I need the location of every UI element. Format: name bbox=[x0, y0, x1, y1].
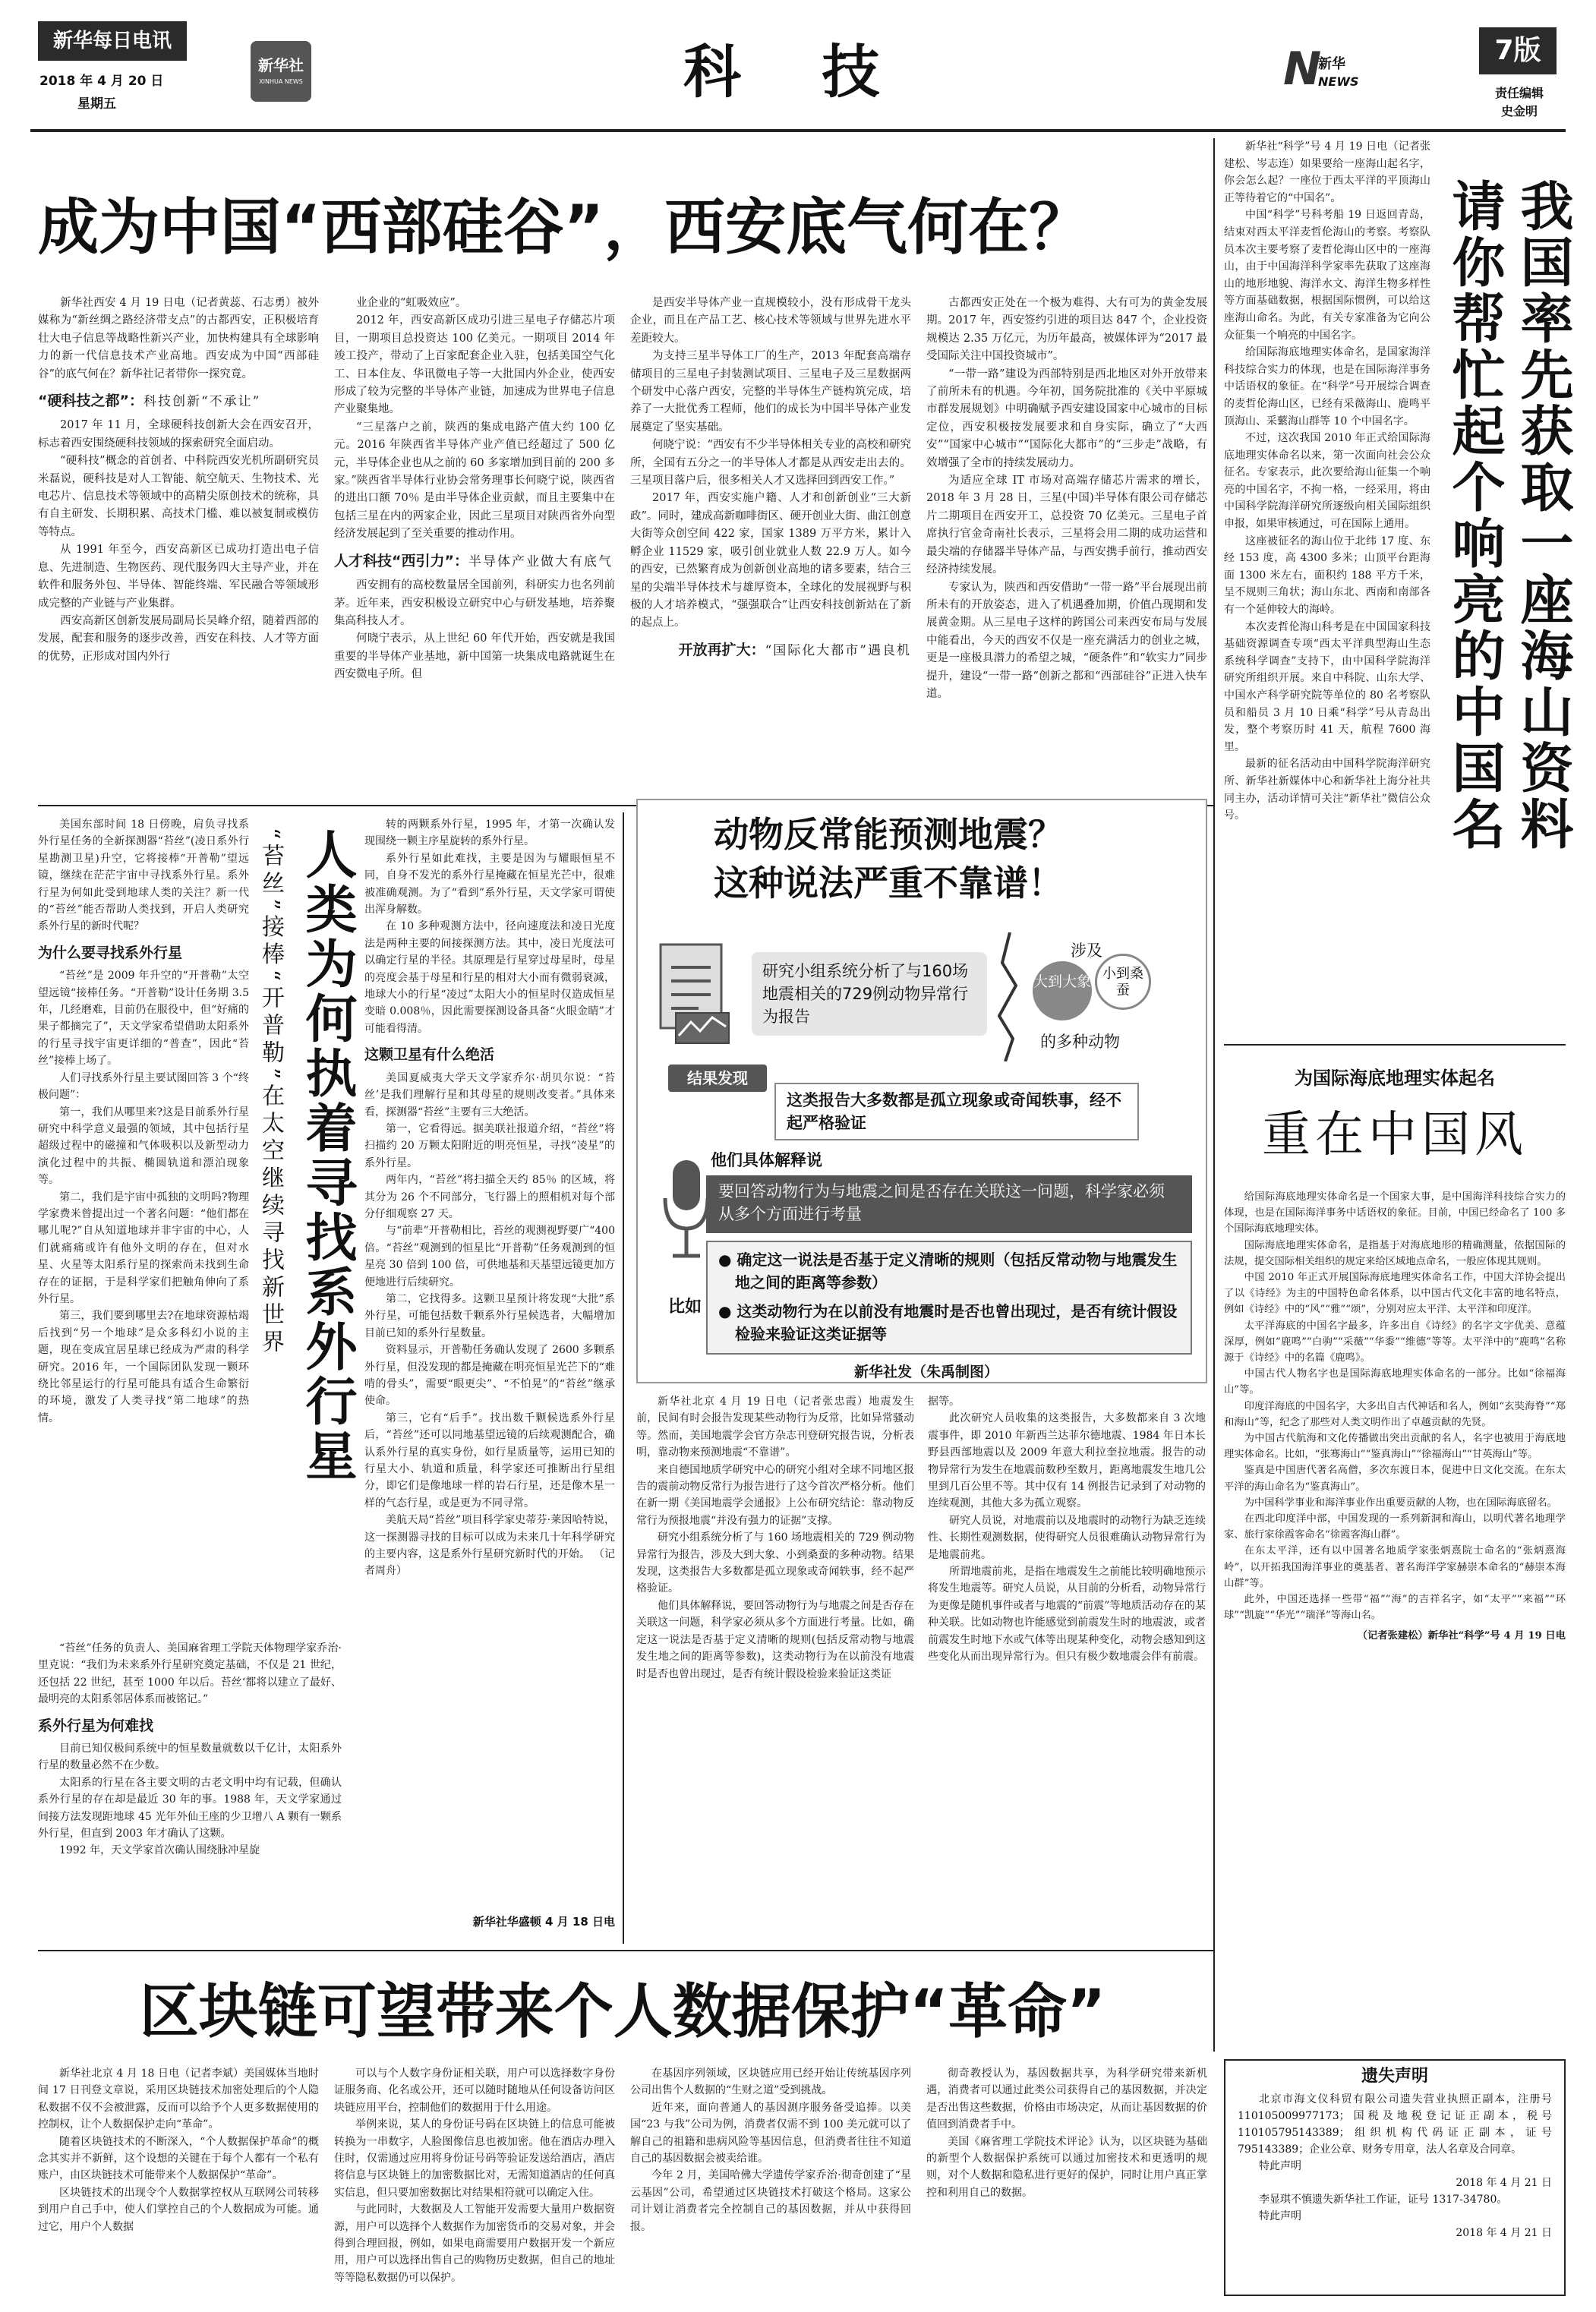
article-paragraph: 鉴真是中国唐代著名高僧，多次东渡日本，促进中日文化交流。在东太平洋的海山命名为“鉴真海山”。 bbox=[1224, 1465, 1566, 1493]
news-logo-mark: N bbox=[1283, 43, 1322, 96]
article-paragraph: 太平洋海底的中国名字最多，许多出自《诗经》的名字文字优美、意蕴深厚，例如“鹿鸣”“白驹”“采薇”“华黍”“维德”等等。太平洋中的“鹿鸣”名称源于《诗经》中的名篇《鹿鸣》。 bbox=[1224, 1320, 1566, 1364]
news-logo bbox=[1283, 43, 1382, 106]
bullet-dot-icon: ● bbox=[718, 1302, 737, 1320]
article-headline: 重在中国风 bbox=[1262, 1107, 1528, 1163]
vertical-headline: 我国率先获取一座海山资料 bbox=[1512, 178, 1574, 853]
article-paragraph: 第一，我们从哪里来?这是目前系外行星研究中科学意义最强的领域，其中包括行星超级过程中的磁撞和气体吸积以及新型动力演化过程中的共振、椭圆轨道和漂泊现象等。 bbox=[38, 1106, 249, 1187]
bullet-dot-icon: ● bbox=[718, 1251, 737, 1269]
article-column bbox=[928, 1393, 1206, 1929]
article-paragraph: 资料显示，开普勒任务确认发现了 2600 多颗系外行星，但没发现的都是掩藏在明亮恒星光芒下的“难啃的骨头”，需要“眼更尖”、“不怕晃”的“苔丝”继承使命。 bbox=[364, 1344, 615, 1408]
article-paragraph: 中国“科学”号科考船 19 日返回青岛，结束对西太平洋麦哲伦海山的考察。考察队员本次主要考察了麦哲伦海山区中的一座海山，由于中国海洋科学家率先获取了这座海山的地形地貌、海洋水文、海洋生物多样性等方面基础数据，根据国际惯例，可以给这座海山命名。为此，有关专家准备为它向公众征集一个响亮的中国名字。 bbox=[1224, 209, 1430, 342]
article-paragraph: 第一，它看得远。据美联社报道介绍，“苔丝”将扫描约 20 万颗太阳附近的明亮恒星，寻找“凌星”的系外行星。 bbox=[364, 1122, 615, 1169]
article-paragraph: 2012 年，西安高新区成功引进三星电子存储芯片项目，一期项目总投资达 100 亿美元。一期项目 2014 年竣工投产，带动了上百家配套企业入驻，包括美国空气化工、日本住友、华讯微电子等一大批国内外企业，使西安形成了较为完整的半导体产业链，加速成为世界电子信息产业聚集地。 bbox=[334, 314, 615, 416]
vertical-headline: 人类为何执着寻找系外行星 bbox=[297, 828, 357, 1484]
article-subhead bbox=[334, 553, 615, 571]
paper-name-box: 新华每日电讯 bbox=[38, 21, 187, 61]
article-paragraph: 1992 年，天文学家首次确认围绕脉冲星旋 bbox=[59, 1844, 260, 1857]
vertical-kicker: “苔丝”接棒“开普勒”在太空继续寻找新世界 bbox=[257, 828, 284, 1358]
article-paragraph: 可以与个人数字身份证相关联，用户可以选择数字身份证服务商、化名或公开，还可以随时随地从任何设备访问区块链应用平台，控制他们的数据用于什么用途。 bbox=[334, 2068, 615, 2114]
article-column bbox=[364, 816, 615, 1910]
article-paragraph: 为适应全球 IT 市场对高端存储芯片需求的增长，2018 年 3 月 28 日，三星(中国)半导体有限公司存储芯片二期项目在西安开工，总投资 70 亿美元。三星电子首席执行官金奇南社长表示，三星将会用二期的成功运营和最尖端的存储器半导体产品，与西安携手前行，推动西安经济持续发展。 bbox=[926, 475, 1207, 576]
article-paragraph: 人们寻找系外行星主要试图回答 3 个“终极问题”： bbox=[38, 1071, 249, 1102]
subhead-rest: 科技创新“不承让” bbox=[143, 394, 261, 410]
article-column bbox=[630, 2065, 911, 2297]
article-column bbox=[38, 1640, 342, 1936]
article-column bbox=[38, 816, 249, 1636]
subhead-main: 人才科技“西引力”： bbox=[334, 552, 468, 569]
article-column bbox=[38, 2065, 319, 2297]
article-paragraph: 古都西安正处在一个极为难得、大有可为的黄金发展期。2017 年，西安签约引进的项目达 847 个，企业投资规模达 2.35 万亿元，为历年最高，被媒体评为“2017 最受国际关注中国投资城市”。 bbox=[926, 297, 1207, 363]
section-rule bbox=[38, 1950, 1215, 1951]
xinhua-logo-text: 新华社 bbox=[258, 56, 304, 74]
article-paragraph: 美国《麻省理工学院技术评论》认为，以区块链为基础的新型个人数据保护系统可以通过加密技术和更透明的规则，对个人数据和隐私进行更好的保护，同时让用户真正掌控和利用自己的数据。 bbox=[926, 2135, 1207, 2199]
article-paragraph: 所谓地震前兆，是指在地震发生之前能比较明确地预示将发生地震等。研究人员说，从目前的分析看，动物异常行为更像是随机事件或者与地震的“前震”等地质活动存在的某种关联。比如动物也许能感觉到前震发生时的地震波，或者前震发生时地下水或气体等出现某种变化，动物会感知到这些变化从而出现异常行为。但只有极少数地震会伴有前震。 bbox=[928, 1566, 1206, 1664]
article-paragraph: 系外行星如此难找，主要是因为与耀眼恒星不同，自身不发光的系外行星掩藏在恒星光芒中，很难被准确观测。为了“看到”系外行星，天文学家可谓使出浑身解数。 bbox=[364, 852, 615, 916]
article-column bbox=[38, 295, 319, 800]
subhead-rest: “国际化大都市”遇良机 bbox=[765, 642, 911, 658]
article-paragraph: 印度洋海底的中国名字，大多出自古代神话和名人，例如“玄奘海脊”“郑和海山”等，纪念了那些对人类文明作出了卓越贡献的先贤。 bbox=[1224, 1400, 1566, 1428]
notice-sign: 特此声明 bbox=[1259, 2210, 1301, 2222]
article-paragraph: 美国夏威夷大学天文学家乔尔·胡贝尔说：“苔丝’是我们理解行星和其母星的规则改变者。”具体来看，探测器“苔丝”主要有三大绝活。 bbox=[364, 1071, 615, 1118]
article-paragraph: 与“前辈”开普勒相比，苔丝的观测视野要广“400 倍。“苔丝”观测到的恒星比“开普勒”任务观测到的恒星亮 30 倍到 100 倍，可供地基和天基望远镜更加方便地进行后续研究。 bbox=[364, 1225, 615, 1288]
article-column bbox=[334, 2065, 615, 2297]
subhead-main: “硬科技之都”： bbox=[38, 393, 144, 410]
article-subhead: 这颗卫星有什么绝活 bbox=[364, 1046, 495, 1064]
article-headline: 区块链可望带来个人数据保护“革命” bbox=[139, 1978, 1106, 2046]
notice-paragraph: 北京市海文仪科贸有限公司遗失营业执照正副本，注册号 110105009977173；国税及地税登记证正副本，税号 110105795143389；组织机构代码证正副本，证号 795143389；企业公章、财务专用章，法人名章及合同章。 bbox=[1238, 2093, 1552, 2156]
article-paragraph: 业企业的“虹吸效应”。 bbox=[356, 297, 467, 309]
article-column bbox=[1224, 1189, 1566, 2043]
article-paragraph: 西安高新区创新发展局副局长吴峰介绍，随着西部的发展，配套和服务的逐步改善，西安在科技、人才等方面的优势，正形成对国内外行 bbox=[38, 614, 319, 663]
article-paragraph: 来自德国地质学研究中心的研究小组对全球不同地区报告的震前动物反常行为报告进行了这今首次严格分析。他们在新一期《美国地震学会通报》上公布研究结论：靠动物反常行为预报地震“并没有强力的证据”支撑。 bbox=[636, 1463, 914, 1527]
article-paragraph: 近年来，面向普通人的基因测序服务备受追捧。以美国“23 与我”公司为例，消费者仅需不到 100 美元就可以了解自己的祖籍和患病风险等基因信息，但消费者往往不知道自己的基因数据会被卖给谁。 bbox=[630, 2101, 911, 2165]
article-paragraph: 国际海底地理实体命名，是指基于对海底地形的精确测量，依据国际的法规，提交国际相关组织的规定来给区域地点命名，一般应体现其规则。 bbox=[1224, 1239, 1566, 1267]
article-subhead: 为什么要寻找系外行星 bbox=[38, 944, 183, 961]
article-paragraph: 为中国古代航海和文化传播做出突出贡献的名人，名字也被用于海底地理实体命名。比如，“张骞海山”“鉴真海山”“徐福海山”“甘英海山”等。 bbox=[1224, 1433, 1566, 1461]
article-paragraph: 在基因序列领域，区块链应用已经开始让传统基因序列公司出售个人数据的“生财之道”受到挑战。 bbox=[630, 2068, 911, 2097]
article-paragraph: 专家认为，陕西和西安借助“一带一路”平台展现出前所未有的开放姿态，进入了机遇叠加期，价值凸现期和发展黄金期。从三星电子这样的跨国公司来西安布局与发展中能看出，今天的西安不仅是一座充满活力的创业之城，更是一座极具潜力的希望之城，“硬条件”和“软实力”同步提升，建设“一带一路”创新之都和“西部硅谷”正进入快车道。 bbox=[926, 581, 1207, 700]
bubble-small: 小到桑蚕 bbox=[1095, 954, 1151, 1010]
article-byline: （记者张建松）新华社“科学”号 4 月 19 日电 bbox=[1357, 1630, 1566, 1642]
article-paragraph: 在西北印度洋中部，中国发现的一系列新洞和海山，以明代著名地理学家、旅行家徐霞客命名“徐霞客海山群”。 bbox=[1224, 1513, 1566, 1541]
bullet-item bbox=[718, 1300, 1180, 1345]
article-paragraph: “苔丝”是 2009 年升空的“开普勒”太空望远镜“接棒任务。“开普勒”设计任务期 3.5 年，几经磨难，目前仍在服役中，但“好痛的果子都摘完了”，天文学家希望借助太阳系外的行星寻找宇宙更详细的“普查”，因此“苔丝”接棒上场了。 bbox=[38, 970, 249, 1068]
infographic-credit: 新华社发（朱禹制图） bbox=[853, 1364, 998, 1380]
article-paragraph: 这座被征名的海山位于北纬 17 度、东经 153 度，高 4300 多米；山顶平台距海面 1300 米左右，面积约 188 平方千米，呈不规则三角状；海山东北、西南和南部各有一个延伸较大的海岭。 bbox=[1224, 535, 1430, 617]
bullet-item bbox=[718, 1248, 1180, 1294]
editor-name: 史金明 bbox=[1500, 104, 1538, 118]
article-paragraph: 此次研究人员收集的这类报告，大多数都来自 3 次地震事件，即 2010 年新西兰达菲尔德地震、1984 年日本长野县西部地震以及 2009 年意大利拉奎拉地震。报告的动物异常行为发生在地震前数秒至数月，距离地震发生地几公里到几百公里不等。其中仅有 14 例报告记录到了对动物的连续观测，其他大多为孤立观察。 bbox=[928, 1412, 1206, 1510]
article-column bbox=[926, 295, 1207, 800]
article-paragraph: 从 1991 年至今，西安高新区已成功打造出电子信息、先进制造、生物医药、现代服务四大主导产业，并在软件和服务外包、半导体、智能终端、军民融合等领域形成完整的产业链与产业集群。 bbox=[38, 544, 319, 610]
article-paragraph: 太阳系的行星在各主要文明的古老文明中均有记载，但确认系外行星的存在却是最近 30 年的事。1988 年，天文学家通过间接方法发现距地球 45 光年外仙王座的少卫增八 A 颗有一颗系外行星，但直到 2003 年才确认了这颗。 bbox=[38, 1776, 342, 1840]
article-paragraph: 中国古代人物名字也是国际海底地理实体命名的一部分。比如“徐福海山”等。 bbox=[1224, 1368, 1566, 1396]
infographic bbox=[636, 799, 1207, 1383]
article-byline: 新华社华盛顿 4 月 18 日电 bbox=[472, 1915, 615, 1929]
notice-sign: 特此声明 bbox=[1259, 2160, 1301, 2172]
article-paragraph: 随着区块链技术的不断深入，“个人数据保护革命”的概念其实并不新鲜，这个设想的关键在于每个人都有一个私有账户，由区块链技术可能带来个人数据保护“革命”。 bbox=[38, 2135, 319, 2182]
article-paragraph: 新华社北京 4 月 19 日电（记者张忠霞）地震发生前，民间有时会报告发现某些动物行为反常，比如异常骚动等。然而，美国地震学会官方杂志刊登研究报告说，分析表明，靠动物来预测地震“不靠谱”。 bbox=[636, 1396, 914, 1459]
bullet-text: 确定这一说法是否基于定义清晰的规则（包括反常动物与地震发生地之间的距离等参数） bbox=[735, 1251, 1178, 1292]
article-headline: 成为中国“西部硅谷”，西安底气何在？ bbox=[38, 192, 1090, 263]
info-box: 研究小组系统分析了与160场地震相关的729例动物异常行为报告 bbox=[752, 952, 987, 1036]
article-paragraph: 西安拥有的高校数量居全国前列，科研实力也名列前茅。近年来，西安积极设立研究中心与研发基地，培养聚集高科技人才。 bbox=[334, 579, 615, 627]
article-paragraph: “一带一路”建设为西部特别是西北地区对外开放带来了前所未有的机遇。今年初，国务院批准的《关中平原城市群发展规划》中明确赋予西安建设国家中心城市的目标定位，西安积极按发展要求和自身实际，确立了“大西安”“国家中心城市”“国际化大都市”的“三步走”战略，有效增强了全市的持续发展动力。 bbox=[926, 367, 1207, 469]
article-paragraph: 研究小组系统分析了与 160 场地震相关的 729 例动物异常行为报告，涉及大到大象、小到桑蚕的多种动物。结果发现，这类报告大多数都是孤立现象或奇闻轶事，经不起严格验证。 bbox=[636, 1531, 914, 1595]
article-paragraph: 何晓宁表示，从上世纪 60 年代开始，西安就是我国重要的半导体产业基地，新中国第一块集成电路就诞生在西安微电子所。但 bbox=[334, 632, 615, 681]
article-column bbox=[630, 295, 911, 800]
article-paragraph: 2017 年 11 月，全球硬科技创新大会在西安召开，标志着西安围绕硬科技领域的探索研究全面启动。 bbox=[38, 419, 319, 449]
article-paragraph: 给国际海底地理实体命名是一个国家大事，是中国海洋科技综合实力的体现，也是在国际海洋事务中话语权的象征。目前，中国已经命名了 100 多个国际海底地理实体。 bbox=[1224, 1191, 1566, 1235]
article-paragraph: 新华社北京 4 月 18 日电（记者李斌）美国媒体当地时间 17 日刊登文章说，采用区块链技术加密处理后的个人隐私数据不仅不会被泄露，反而可以给予个人更多数据使用的控制权，让个人数据保护走向“革命”。 bbox=[38, 2068, 319, 2131]
xinhua-logo bbox=[251, 41, 311, 102]
article-paragraph: 为支持三星半导体工厂的生产，2013 年配套高端存储项目的三星电子封装测试项目、三星电子及三星数据两个研发中心落户西安，完整的半导体生产链构筑完成，培养了一大批优秀工程师，他们的成长为中国半导体产业发展奠定了坚实基础。 bbox=[630, 350, 911, 434]
article-paragraph: 为中国科学事业和海洋事业作出重要贡献的人物，也在国际海底留名。 bbox=[1244, 1497, 1557, 1509]
vertical-headline: 请你帮忙起个响亮的中国名 bbox=[1443, 178, 1506, 853]
article-paragraph: 新华社西安 4 月 19 日电（记者黄蕊、石志勇）被外媒称为“新丝绸之路经济带支点”的古都西安，正积极培育壮大电子信息等战略性新兴产业，加快构建具有全球影响力的新一代信息技术产业高地。西安成为中国“西部硅谷”的底气何在？新华社记者带你一探究竟。 bbox=[38, 297, 319, 380]
result-label: 结果发现 bbox=[668, 1065, 767, 1092]
editor-label: 责任编辑 bbox=[1494, 86, 1544, 100]
subhead-rest: 半导体产业做大有底气 bbox=[468, 554, 613, 569]
article-paragraph: 研究人员说，对地震前以及地震时的动物行为缺乏连续性、长期性观测数据，使得研究人员很难确认动物异常行为是地震前兆。 bbox=[928, 1514, 1206, 1561]
section-title: 科 技 bbox=[683, 38, 910, 106]
article-paragraph: 目前已知仅极间系统中的恒星数量就数以千亿计，太阳系外行星的数量必然不在少数。 bbox=[38, 1743, 342, 1772]
notice-title: 遗失声明 bbox=[1361, 2067, 1428, 2086]
document-icon bbox=[653, 937, 744, 1051]
article-subhead: 系外行星为何难找 bbox=[38, 1717, 154, 1734]
article-subhead bbox=[630, 642, 911, 660]
page-number-box: 7版 bbox=[1479, 27, 1557, 74]
article-paragraph: 第二，我们是宇宙中孤独的文明吗?物理学家费米曾提出过一个著名问题：“他们都在哪儿呢?”自从知道地球并非宇宙的中心，人们就痛痛或许有他外文明的存在，但对水星、火星等太阳系行星的探索尚未找到生命存在的证据，于是科学家们把触角伸向了系外行星。 bbox=[38, 1191, 249, 1305]
bullet-box bbox=[706, 1241, 1192, 1355]
article-paragraph: 在东太平洋，还有以中国著名地质学家张炳熹院士命名的“张炳熹海岭”，以开拓我国海洋事业的奠基者、著名海洋学家赫崇本命名的“赫崇本海山群”等。 bbox=[1224, 1545, 1566, 1589]
article-column bbox=[636, 1393, 914, 1929]
subhead-main: 开放再扩大： bbox=[678, 641, 765, 658]
article-paragraph: 他们具体解释说，要回答动物行为与地震之间是否存在关联这一问题，科学家必须从多个方面进行考量。比如，确定这一说法是否基于定义清晰的规则(包括反常动物与地震发生地之间的距离等参数)，这类动物行为在以前没有地震时是否也曾出现过，是否有统计假设检验来验证这类证 bbox=[636, 1599, 914, 1680]
article-paragraph: “苔丝”任务的负责人、美国麻省理工学院天体物理学家乔治·里克说：“我们为未来系外行星研究奠定基础，不仅是 21 世纪，还包括 22 世纪，甚至 1000 年以后。苔丝‘都将以建立了最好、最明亮的太阳系邻居体系而被铭记。” bbox=[38, 1642, 342, 1706]
bubble-large: 大到大象 bbox=[1033, 961, 1092, 1020]
info-note: 的多种动物 bbox=[1040, 1033, 1120, 1051]
article-kicker: 为国际海底地理实体起名 bbox=[1295, 1068, 1495, 1089]
article-paragraph: 美国东部时间 18 日傍晚，肩负寻找系外行星任务的全新探测器“苔丝”(凌日系外行星勘测卫星)升空，它将接棒“开普勒”望远镜，继续在茫茫宇宙中寻找系外行星。系外行星为何如此受到地球人类的关注？新一代的“苔丝”能否帮助人类找到，开启人类研究系外行星的新时代呢？ bbox=[38, 819, 249, 933]
bullet-text: 这类动物行为在以前没有地震时是否也曾出现过，是否有统计假设检验来验证这类证据等 bbox=[735, 1302, 1178, 1343]
lost-notice-box bbox=[1224, 2059, 1566, 2296]
crack-icon bbox=[990, 932, 1028, 1061]
article-paragraph: 彻奇教授认为，基因数据共享，为科学研究带来新机遇，消费者可以通过此类公司获得自己的基因数据，并决定是否出售这些数据，价格由市场决定，从而让基因数据的价值回到消费者手中。 bbox=[926, 2068, 1207, 2131]
article-paragraph: “硬科技”概念的首创者、中科院西安光机所副研究员米磊说，硬科技是对人工智能、航空航天、生物技术、光电芯片、信息技术等领域中的高精尖原创技术的统称，具有自主研发、长期积累、高技术门槛、难以被复制或模仿等特点。 bbox=[38, 455, 319, 538]
article-paragraph: 在 10 多种观测方法中，径向速度法和凌日光度法是两种主要的间接探测方法。其中，凌日光度法可以确定行星的半径。其原理是行星穿过母星时，母星的亮度会基于母星和行星的相对大小而有微弱衰减，地球大小的行星“凌过”太阳大小的恒星时仅造成恒星变暗 0.008％，因此需要探测设备具备“火眼金睛”才可能看得清。 bbox=[364, 920, 615, 1035]
article-paragraph: 本次麦哲伦海山科考是在中国国家科技基础资源调查专项“西太平洋典型海山生态系统科学调查”支持下，由中国科学院海洋研究所组织开展。来自中科院、山东大学、中国水产科学研究院等单位的 80 名考察队员和船员 3 月 10 日乘“科学”号从青岛出发，整个考察历时 41 天，航程 7600 海里。 bbox=[1224, 620, 1430, 753]
notice-date: 2018 年 4 月 21 日 bbox=[1456, 2177, 1552, 2189]
masthead-rule bbox=[30, 129, 1566, 132]
result-box: 这类报告大多数都是孤立现象或奇闻轶事，经不起严格验证 bbox=[774, 1083, 1139, 1140]
article-paragraph: 今年 2 月，美国哈佛大学遗传学家乔治·彻奇创建了“星云基因”公司，希望通过区块链技术打破这个格局。这家公司计划让消费者完全控制自己的基因数据，并从中获得回报。 bbox=[630, 2169, 911, 2233]
article-paragraph: 第三，它有“后手”。找出数千颗候选系外行星后，“苔丝”还可以同地基望远镜的后续观测配合，确认系外行星的真实身份，如行星质量等，运用已知的行星大小、轨道和质量，科学家还可推断出行星组分，即它们是像地球一样的岩石行星，还是像木星一样的气态行星，或是更为不同寻常。 bbox=[364, 1411, 615, 1509]
infographic-title-2: 这种说法严重不靠谱！ bbox=[714, 863, 1063, 904]
article-column bbox=[926, 2065, 1207, 2297]
article-paragraph: 最新的征名活动由中国科学院海洋研究所、新华社新媒体中心和新华社上海分社共同主办，活动详情可关注“新华社”微信公众号。 bbox=[1224, 758, 1430, 822]
news-logo-sub: NEWS bbox=[1318, 74, 1359, 89]
article-paragraph: 转的两颗系外行星，1995 年，才第一次确认发现围绕一颗主序星旋转的系外行星。 bbox=[364, 819, 615, 848]
xinhua-logo-sub: XINHUA NEWS bbox=[259, 78, 303, 85]
article-paragraph: 美航天局“苔丝”项目科学家史蒂芬·莱因哈特说，这一探测器寻找的目标可以成为未来几十年科学研究的主要内容，这是系外行星研究新时代的开始。 （记者周舟） bbox=[364, 1514, 615, 1578]
issue-weekday: 星期五 bbox=[77, 96, 116, 112]
article-paragraph: 两年内，“苔丝”将扫描全天约 85％ 的区域，将其分为 26 个不同部分，飞行器上的照相机对每个部分仔细观察 27 天。 bbox=[364, 1174, 615, 1220]
article-column bbox=[334, 295, 615, 800]
article-paragraph: 是西安半导体产业一直规模较小，没有形成骨干龙头企业，而且在产品工艺、核心技术等领域与世界先进水平差距较大。 bbox=[630, 297, 911, 345]
notice-date: 2018 年 4 月 21 日 bbox=[1456, 2227, 1552, 2239]
article-paragraph: 何晓宁说：“西安有不少半导体相关专业的高校和研究所，全国有五分之一的半导体人才都是从西安走出去的。三星项目落户后，很多相关人才又选择回到西安工作。” bbox=[630, 439, 911, 487]
section-rule bbox=[1224, 1044, 1566, 1046]
question-label: 他们具体解释说 bbox=[711, 1151, 822, 1169]
notice-paragraph: 李显琪不慎遗失新华社工作证，证号 1317-34780。 bbox=[1259, 2194, 1508, 2206]
compare-label: 比如 bbox=[668, 1298, 702, 1317]
article-column bbox=[1224, 138, 1430, 1015]
question-box: 要回答动物行为与地震之间是否存在关联这一问题，科学家必须从多个方面进行考量 bbox=[706, 1175, 1192, 1233]
article-paragraph: 新华社“科学”号 4 月 19 日电（记者张建松、岑志连）如果要给一座海山起名字，你会怎么起？一座位于西太平洋的平顶海山正等待着它的“中国名”。 bbox=[1224, 140, 1430, 204]
column-rule bbox=[1213, 138, 1215, 2052]
article-paragraph: 第二，它找得多。这颗卫星预计将发现“大批”系外行星，可能包括数千颗系外行星候选者，大幅增加目前已知的系外行星数量。 bbox=[364, 1292, 615, 1339]
article-paragraph: 此外，中国还选择一些带“福”“海”的吉祥名字，如“太平”“来福”“环球”“凯旋”“华光”“瑞泽”等海山名。 bbox=[1224, 1594, 1566, 1622]
article-paragraph: 据等。 bbox=[928, 1396, 960, 1408]
column-rule bbox=[623, 812, 624, 1944]
news-logo-text: 新华 bbox=[1318, 56, 1345, 72]
info-tag: 涉及 bbox=[1071, 942, 1102, 960]
article-paragraph: 中国 2010 年正式开展国际海底地理实体命名工作，中国大洋协会提出了以《诗经》为主的中国特色命名体系，以中国古代文化丰富的地名特点，例如《诗经》中的“风”“雅”“颂”，分别对应太平洋、太平洋和印度洋。 bbox=[1224, 1272, 1566, 1316]
article-subhead bbox=[38, 393, 319, 411]
infographic-title-1: 动物反常能预测地震？ bbox=[714, 814, 1063, 855]
issue-date: 2018 年 4 月 20 日 bbox=[39, 74, 164, 89]
article-paragraph: 不过，这次我国 2010 年正式给国际海底地理实体命名以来，第一次面向社会公众征名。专家表示，此次要给海山征集一个响亮的中国名字，不拘一格，一经采用，将由中国科学院海洋研究所逐级向相关国际组织申报，如果审核通过，可在国际上通用。 bbox=[1224, 432, 1430, 531]
article-paragraph: 与此同时，大数据及人工智能开发需要大量用户数据资源，用户可以选择个人数据作为加密货币的交易对象，并会得到合理回报，例如，如果电商需要用户数据开发一个新应用，用户可以选择出售自己的购物历史数据，但自己的地址等等隐私数据仍可以保护。 bbox=[334, 2203, 615, 2284]
article-paragraph: 区块链技术的出现令个人数据掌控权从互联网公司转移到用户自己手中，使人们掌控自己的个人数据成为可能。通过它，用户个人数据 bbox=[38, 2186, 319, 2233]
article-paragraph: 举例来说，某人的身份证号码在区块链上的信息可能被转换为一串数字，人脸图像信息也被加密。他在酒店办理入住时，仅需通过应用将身份证号码等验证发送给酒店，酒店将信息与区块链上的加密数据比对，无需知道酒店的任何真实信息，但只要加密数据比对结果相符就可以确定入住。 bbox=[334, 2118, 615, 2199]
article-paragraph: 第三，我们要到哪里去?在地球资源枯竭后找到“另一个地球”是众多科幻小说的主题，现在变成宜居星球已经成为严肃的科学研究。2016 年，一个国际团队发现一颗环绕比邻星运行的行星可能具有适合生命繁衍的环境，激发了人类寻找“第二地球”的热情。 bbox=[38, 1310, 249, 1424]
article-paragraph: “三星落户之前，陕西的集成电路产值大约 100 亿元。2016 年陕西省半导体产业产值已经超过了 500 亿元，半导体企业也从之前的 60 多家增加到目前的 200 多家。”陕西省半导体行业协会常务理事长何晓宁说，陕西省的进出口额 70％ 是由半导体企业贡献，而且主要集中在包括三星在内的两家企业，因此三星项目对陕西省外向型经济发展起到了至关重要的推动作用。 bbox=[334, 421, 615, 541]
article-paragraph: 给国际海底地理实体命名，是国家海洋科技综合实力的体现，也是在国际海洋事务中话语权的象征。在“科学”号开展综合调查的麦哲伦海山区，已经有采薇海山、鹿鸣平顶海山、采蘩海山群等 10 个中国名字。 bbox=[1224, 346, 1430, 427]
article-paragraph: 2017 年，西安实施户籍、人才和创新创业“三大新政”。同时，建成高新咖啡街区、硬开创业大街、曲江创意大街等众创空间 422 家，国家 1389 万平方米，累计入孵企业 11529 家，吸引创业就业人数 22.9 万人。如今的西安，已然繁育成为创新创业高地的诸多要素，结合三星的尖端半导体技术与雄厚资本，全球化的发展视野与积极的人才培养模式，“强强联合”让西安科技创新站在了新的起点上。 bbox=[630, 492, 911, 629]
